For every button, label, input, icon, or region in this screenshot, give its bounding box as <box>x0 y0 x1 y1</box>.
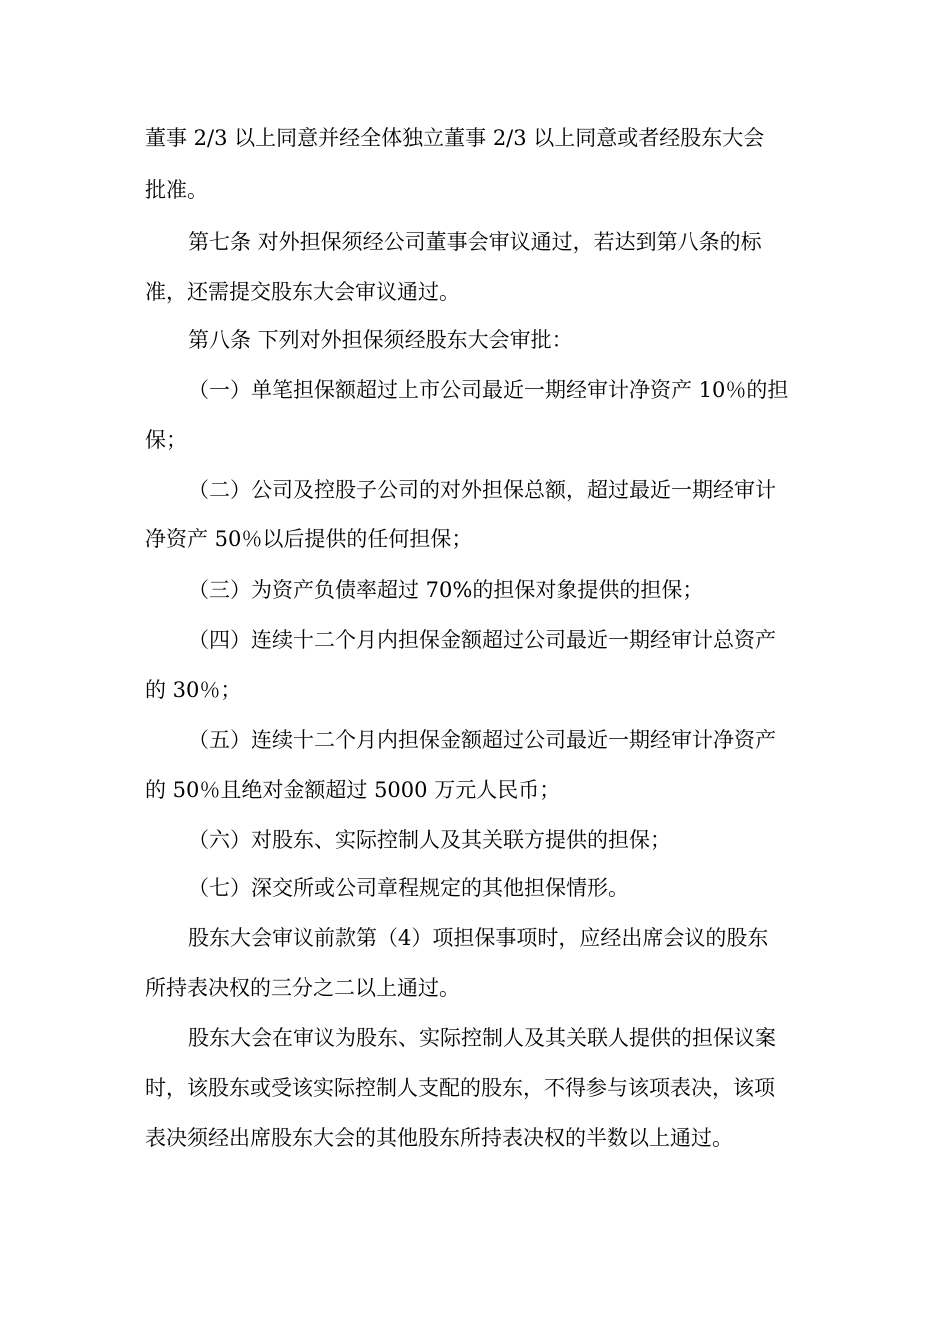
list-item-1: （一）单笔担保额超过上市公司最近一期经审计净资产 10％的担 <box>188 378 789 402</box>
list-item-5: （五）连续十二个月内担保金额超过公司最近一期经审计净资产 <box>188 728 776 752</box>
text-line: 的 30％； <box>145 678 242 702</box>
text-line: 批准。 <box>145 178 208 202</box>
article-7-heading-line: 第七条 对外担保须经公司董事会审议通过，若达到第八条的标 <box>188 230 762 254</box>
text-line: 的 50％且绝对金额超过 5000 万元人民币； <box>145 778 561 802</box>
text-line: 表决须经出席股东大会的其他股东所持表决权的半数以上通过。 <box>145 1126 733 1150</box>
paragraph-line: 股东大会在审议为股东、实际控制人及其关联人提供的担保议案 <box>188 1026 776 1050</box>
list-item-4: （四）连续十二个月内担保金额超过公司最近一期经审计总资产 <box>188 628 776 652</box>
paragraph-line: 股东大会审议前款第（4）项担保事项时，应经出席会议的股东 <box>188 926 769 950</box>
list-item-2: （二）公司及控股子公司的对外担保总额，超过最近一期经审计 <box>188 478 776 502</box>
text-line: 准，还需提交股东大会审议通过。 <box>145 280 460 304</box>
text-line: 董事 2/3 以上同意并经全体独立董事 2/3 以上同意或者经股东大会 <box>145 126 765 150</box>
text-line: 时，该股东或受该实际控制人支配的股东，不得参与该项表决，该项 <box>145 1076 775 1100</box>
list-item-6: （六）对股东、实际控制人及其关联方提供的担保； <box>188 828 671 852</box>
text-line: 所持表决权的三分之二以上通过。 <box>145 976 460 1000</box>
list-item-7: （七）深交所或公司章程规定的其他担保情形。 <box>188 876 629 900</box>
list-item-3: （三）为资产负债率超过 70%的担保对象提供的担保； <box>188 578 704 602</box>
article-8-heading-line: 第八条 下列对外担保须经股东大会审批： <box>188 328 573 352</box>
text-line: 净资产 50％以后提供的任何担保； <box>145 527 473 551</box>
text-line: 保； <box>145 428 187 452</box>
